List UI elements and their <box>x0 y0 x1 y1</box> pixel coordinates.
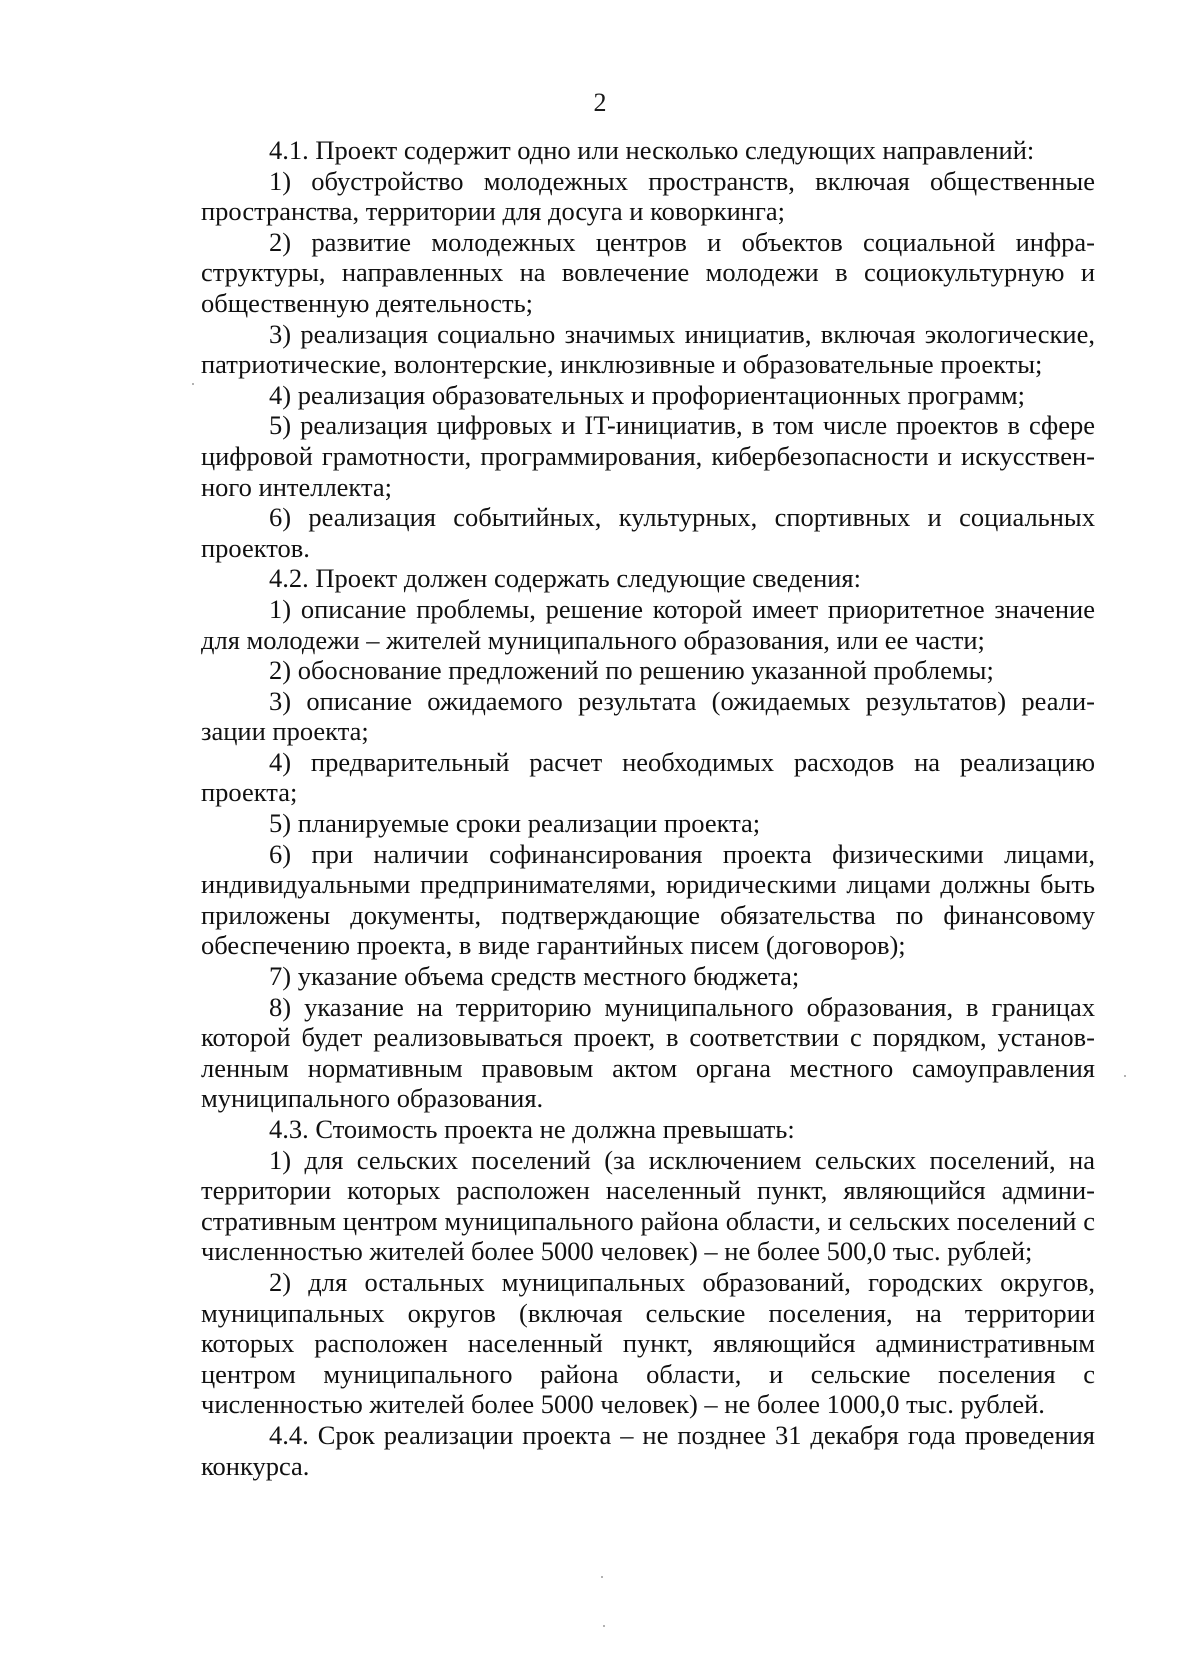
page-number: 2 <box>593 88 607 117</box>
paragraph-4-3: 4.3. Стоимость проекта не должна превышать: <box>269 1114 795 1144</box>
paragraph-4-1: 4.1. Проект содержит одно или несколько следующих направлений: <box>269 135 1035 165</box>
list-item: 1) описание проблемы, решение которой имеет приоритетное значение для молодежи – жителей муниципального образования, или ее части; <box>201 593 1095 655</box>
list-item: 2) для остальных муниципальных образований, городских округов, муниципальных округов (включая сельские поселения, на территории которых расположен населенный пункт, являющийся административным центром муниципального района области, и сельские поселения с численностью жителей более 5000 человек) – не более 1000,0 тыс. рублей. <box>201 1266 1095 1420</box>
list-item: 1) для сельских поселений (за исключением сельских поселений, на территории которых расположен населенный пункт, являющийся административным центром муниципального района области, и сельских поселений с численностью жителей более 5000 человек) – не более 500,0 тыс. рублей; <box>201 1144 1095 1267</box>
list-item: 5) планируемые сроки реализации проекта; <box>269 808 761 839</box>
list-item: 5) реализация цифровых и IT-инициатив, в том числе проектов в сфере цифровой грамотности, программирования, кибербезопасности и искусственного интеллекта; <box>201 410 1095 502</box>
list-item: 3) описание ожидаемого результата (ожидаемых результатов) реализации проекта; <box>201 685 1095 747</box>
list-item: 4) предварительный расчет необходимых расходов на реализацию проекта; <box>201 746 1095 808</box>
paragraph-4-2: 4.2. Проект должен содержать следующие сведения: <box>269 563 861 594</box>
scan-speck <box>601 1576 603 1578</box>
list-item: 2) обоснование предложений по решению указанной проблемы; <box>269 655 994 686</box>
scan-speck <box>192 383 194 385</box>
list-item: 1) обустройство молодежных пространств, включая общественные пространства, территории для досуга и коворкинга; <box>201 165 1095 227</box>
list-item: 4) реализация образовательных и профориентационных программ; <box>269 379 1025 410</box>
scan-speck <box>1124 1075 1126 1077</box>
list-item: 7) указание объема средств местного бюджета; <box>269 961 800 992</box>
list-item: 6) реализация событийных, культурных, спортивных и социальных проектов. <box>201 502 1095 563</box>
list-item: 3) реализация социально значимых инициатив, включая экологические, патриотические, волонтерские, инклюзивные и образовательные проекты; <box>201 318 1095 380</box>
list-item: 2) развитие молодежных центров и объектов социальной инфраструктуры, направленных на вовлечение молодежи в социокультурную и общественную деятельность; <box>201 226 1095 318</box>
list-item: 6) при наличии софинансирования проекта физическими лицами, индивидуальными предпринимателями, юридическими лицами должны быть приложены документы, подтверждающие обязательства по финансовому обеспечению проекта, в виде гарантийных писем (договоров); <box>201 838 1095 961</box>
paragraph-4-4: 4.4. Срок реализации проекта – не позднее 31 декабря года проведения конкурса. <box>201 1419 1095 1481</box>
scan-speck <box>603 1625 605 1627</box>
list-item: 8) указание на территорию муниципального образования, в границах которой будет реализовываться проект, в соответствии с порядком, установленным нормативным правовым актом органа местного самоуправления муниципального образования. <box>201 991 1095 1114</box>
document-body <box>201 135 1095 1481</box>
